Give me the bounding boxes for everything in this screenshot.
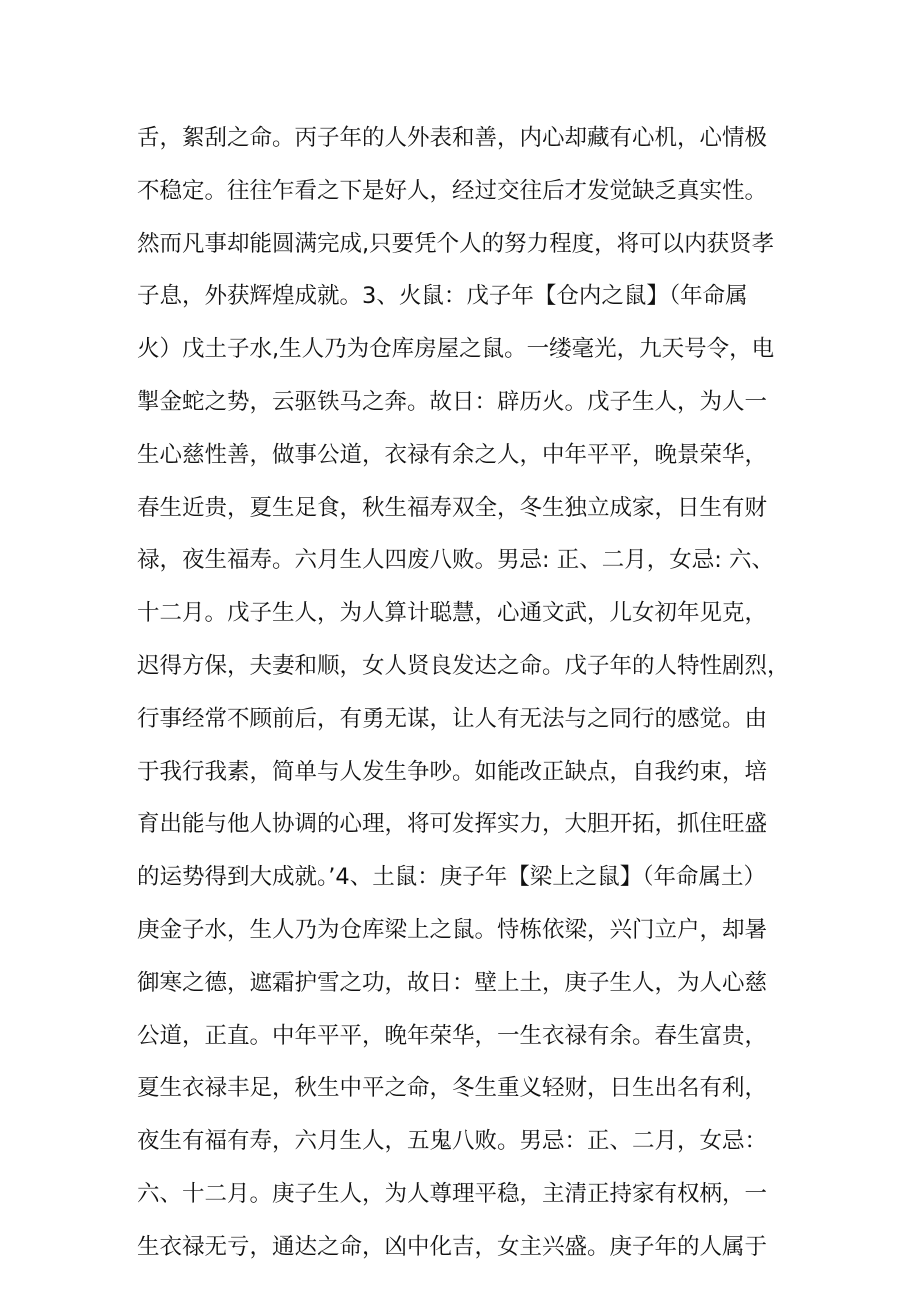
text-line: 然而凡事却能圆满完成,只要凭个人的努力程度，将可以内获贤孝 xyxy=(137,230,775,257)
text-line: 迟得方保，夫妻和顺，女人贤良发达之命。戊子年的人特性剧烈， xyxy=(137,652,790,679)
text-line: 不稳定。往往乍看之下是好人，经过交往后才发觉缺乏真实性。 xyxy=(137,177,768,204)
text-line: 掣金蛇之势，云驱铁马之奔。故日：辟历火。戊子生人，为人一 xyxy=(137,388,768,415)
text-line: 行事经常不顾前后，有勇无谋，让人有无法与之同行的感觉。由 xyxy=(137,705,768,732)
text-line: 夜生有福有寿，六月生人，五鬼八败。男忌：正、二月，女忌： xyxy=(137,1128,768,1155)
text-line: 春生近贵，夏生足食，秋生福寿双全，冬生独立成家，日生有财 xyxy=(137,494,768,521)
text-line: 禄，夜生福寿。六月生人四废八败。男忌: 正、二月，女忌: 六、 xyxy=(137,547,774,574)
body-text xyxy=(137,112,797,1274)
text-line: 子息，外获辉煌成就。3、火鼠：戊子年【仓内之鼠】（年命属 xyxy=(137,283,748,310)
text-line: 育出能与他人协调的心理，将可发挥实力，大胆开拓，抓住旺盛 xyxy=(137,811,768,838)
text-line: 庚金子水，生人乃为仓库梁上之鼠。恃栋依梁，兴门立户，却暑 xyxy=(137,916,768,943)
text-line: 十二月。戊子生人，为人算计聪慧，心通文武，儿女初年见克， xyxy=(137,600,768,627)
text-line: 六、十二月。庚子生人，为人尊理平稳，主清正持家有权柄，一 xyxy=(137,1180,768,1207)
text-line: 于我行我素，简单与人发生争吵。如能改正缺点，自我约束，培 xyxy=(137,758,768,785)
text-line: 夏生衣禄丰足，秋生中平之命，冬生重义轻财，日生出名有利， xyxy=(137,1075,768,1102)
text-line: 御寒之德，遮霜护雪之功，故日：壁上土，庚子生人，为人心慈 xyxy=(137,969,768,996)
text-line: 生衣禄无亏，通达之命，凶中化吉，女主兴盛。庚子年的人属于 xyxy=(137,1233,768,1260)
text-line: 生心慈性善，做事公道，衣禄有余之人，中年平平，晚景荣华， xyxy=(137,441,768,468)
text-line: 舌，絮刮之命。丙子年的人外表和善，内心却藏有心机，心情极 xyxy=(137,125,768,151)
text-line: 火）戊土子水,生人乃为仓库房屋之鼠。一缕毫光，九天号令，电 xyxy=(137,336,775,363)
text-line: 公道，正直。中年平平，晚年荣华，一生衣禄有余。春生富贵， xyxy=(137,1022,768,1049)
text-line: 的运势得到大成就。’4、土鼠：庚子年【梁上之鼠】（年命属土） xyxy=(137,864,766,891)
